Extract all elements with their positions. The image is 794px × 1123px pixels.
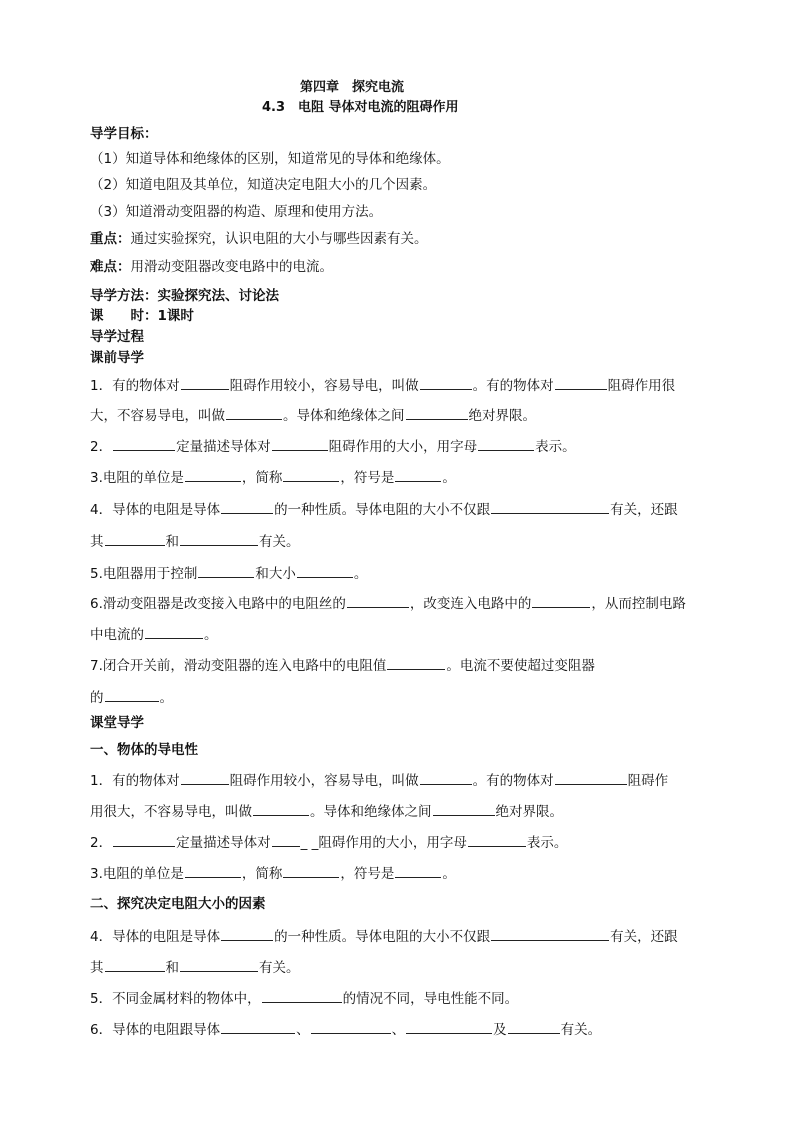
blank[interactable] — [180, 958, 258, 972]
text: 7.闭合开关前，滑动变阻器的连入电路中的电阻值 — [90, 658, 387, 674]
text: ，简称 — [241, 866, 283, 882]
difficulty-text: 用滑动变阻器改变电路中的电流。 — [130, 259, 333, 275]
text: 其 — [90, 534, 104, 550]
text: 。有的物体对 — [472, 378, 554, 394]
blank-mark: _ _ — [300, 835, 319, 851]
goal-item: （3）知道滑动变阻器的构造、原理和使用方法。 — [90, 204, 383, 220]
method-line: 导学方法：实验探究法、讨论法 — [90, 288, 279, 304]
pre-q6-line1 — [90, 594, 686, 613]
blank[interactable] — [508, 1020, 560, 1034]
blank[interactable] — [491, 927, 609, 941]
section-two-heading: 二、探究决定电阻大小的因素 — [90, 896, 266, 912]
text: 其 — [90, 960, 104, 976]
text: 。 — [442, 866, 456, 882]
text: 5．不同金属材料的物体中， — [90, 991, 261, 1007]
text: 阻碍作用的大小，用字母 — [328, 439, 478, 455]
blank[interactable] — [311, 1020, 391, 1034]
text: 。 — [204, 627, 218, 643]
blank[interactable] — [491, 500, 609, 514]
text: 和大小 — [255, 566, 296, 582]
blank[interactable] — [105, 688, 159, 702]
pre-q4-line2 — [90, 532, 300, 551]
class-q3 — [90, 864, 456, 883]
period-line: 课 时：1课时 — [90, 308, 194, 324]
text: 绝对界限。 — [495, 804, 563, 820]
blank[interactable] — [226, 406, 282, 420]
text: 、 — [391, 1022, 406, 1038]
text: 6.滑动变阻器是改变接入电路中的电阻丝的 — [90, 596, 346, 612]
blank[interactable] — [262, 989, 342, 1003]
blank[interactable] — [105, 958, 165, 972]
text: 2． — [90, 835, 113, 851]
text: 。电流不要使超过变阻器 — [446, 658, 595, 674]
goals-heading: 导学目标： — [90, 126, 158, 142]
text: ，符号是 — [340, 470, 395, 486]
class-heading: 课堂导学 — [90, 715, 144, 731]
blank[interactable] — [113, 833, 175, 847]
text: 中电流的 — [90, 627, 144, 643]
blank[interactable] — [145, 625, 203, 639]
pre-q4-line1 — [90, 500, 678, 519]
text: 1．有的物体对 — [90, 773, 180, 789]
goal-item: （2）知道电阻及其单位，知道决定电阻大小的几个因素。 — [90, 177, 437, 193]
pre-q1-line2 — [90, 406, 536, 425]
pre-q5 — [90, 564, 367, 583]
text: 5.电阻器用于控制 — [90, 566, 198, 582]
text: 的情况不同，导电性能不同。 — [342, 991, 519, 1007]
class-q1-line2 — [90, 802, 563, 821]
blank[interactable] — [185, 468, 241, 482]
class-q1-line1 — [90, 771, 668, 790]
class-q5 — [90, 989, 518, 1008]
text: 。 — [353, 566, 368, 582]
blank[interactable] — [180, 532, 258, 546]
text: 阻碍作用较小，容易导电，叫做 — [229, 773, 419, 789]
text: 2． — [90, 439, 113, 455]
text: 阻碍作用很 — [607, 378, 676, 394]
blank[interactable] — [253, 802, 309, 816]
text: 表示。 — [526, 835, 568, 851]
text: 定量描述导体对 — [176, 835, 271, 851]
blank[interactable] — [347, 594, 409, 608]
text: ，简称 — [241, 470, 283, 486]
class-q2 — [90, 833, 567, 852]
blank[interactable] — [395, 864, 441, 878]
text: 和 — [165, 534, 179, 550]
pre-q2 — [90, 437, 576, 456]
text: 1．有的物体对 — [90, 378, 180, 394]
chapter-title: 第四章 探究电流 — [300, 80, 405, 95]
blank[interactable] — [221, 927, 273, 941]
blank[interactable] — [387, 656, 445, 670]
text: 及 — [493, 1022, 507, 1038]
blank[interactable] — [395, 468, 441, 482]
text: ，符号是 — [340, 866, 395, 882]
pre-q7-line1 — [90, 656, 595, 675]
blank[interactable] — [433, 802, 495, 816]
process-heading: 导学过程 — [90, 329, 144, 345]
blank[interactable] — [478, 437, 534, 451]
section-title: 4.3 电阻 导体对电流的阻碍作用 — [262, 100, 459, 115]
text: 大，不容易导电，叫做 — [90, 408, 225, 424]
pre-q7-line2 — [90, 688, 173, 707]
class-q6 — [90, 1020, 601, 1039]
text: 有关，还跟 — [610, 502, 678, 518]
text: 的一种性质。导体电阻的大小不仅跟 — [274, 929, 491, 945]
blank[interactable] — [406, 406, 468, 420]
key-point-text: 通过实验探究，认识电阻的大小与哪些因素有关。 — [130, 231, 428, 247]
class-q4-line1 — [90, 927, 678, 946]
text: 表示。 — [535, 439, 576, 455]
blank[interactable] — [555, 376, 607, 390]
blank[interactable] — [406, 1020, 492, 1034]
blank[interactable] — [221, 1020, 295, 1034]
text: 的 — [90, 690, 104, 706]
blank[interactable] — [113, 437, 175, 451]
text: 用很大，不容易导电，叫做 — [90, 804, 252, 820]
blank[interactable] — [272, 437, 328, 451]
key-point — [90, 230, 428, 248]
difficulty-label: 难点： — [90, 259, 131, 275]
text: 和 — [165, 960, 179, 976]
text: 。 — [159, 690, 173, 706]
blank[interactable] — [198, 564, 254, 578]
blank[interactable] — [181, 771, 229, 785]
text: 阻碍作用的大小，用字母 — [318, 835, 467, 851]
text: 、 — [296, 1022, 310, 1038]
text: 有关，还跟 — [610, 929, 678, 945]
text: 。导体和绝缘体之间 — [310, 804, 432, 820]
blank[interactable] — [283, 864, 339, 878]
text: 绝对界限。 — [468, 408, 536, 424]
text: 4．导体的电阻是导体 — [90, 929, 221, 945]
pre-heading: 课前导学 — [90, 350, 144, 366]
text: 的一种性质。导体电阻的大小不仅跟 — [274, 502, 491, 518]
text: ，改变连入电路中的 — [409, 596, 532, 612]
text: 有关。 — [560, 1022, 602, 1038]
blank[interactable] — [420, 771, 472, 785]
blank[interactable] — [283, 468, 339, 482]
section-one-heading: 一、物体的导电性 — [90, 742, 198, 758]
key-point-label: 重点： — [90, 231, 131, 247]
text: 。 — [442, 470, 456, 486]
blank[interactable] — [181, 376, 229, 390]
blank[interactable] — [272, 833, 300, 847]
class-q4-line2 — [90, 958, 300, 977]
goal-item: （1）知道导体和绝缘体的区别，知道常见的导体和绝缘体。 — [90, 151, 450, 167]
blank[interactable] — [185, 864, 241, 878]
blank[interactable] — [532, 594, 590, 608]
text: 阻碍作 — [627, 773, 669, 789]
text: 3.电阻的单位是 — [90, 866, 184, 882]
text: 。导体和绝缘体之间 — [283, 408, 405, 424]
pre-q6-line2 — [90, 625, 218, 644]
pre-q1-line1 — [90, 376, 675, 395]
difficulty — [90, 258, 333, 276]
text: 。有的物体对 — [472, 773, 554, 789]
blank[interactable] — [420, 376, 472, 390]
text: 有关。 — [259, 960, 300, 976]
text: 4．导体的电阻是导体 — [90, 502, 221, 518]
text: 6．导体的电阻跟导体 — [90, 1022, 221, 1038]
text: 3.电阻的单位是 — [90, 470, 184, 486]
text: ，从而控制电路 — [591, 596, 686, 612]
blank[interactable] — [221, 500, 273, 514]
text: 定量描述导体对 — [176, 439, 271, 455]
text: 有关。 — [259, 534, 300, 550]
blank[interactable] — [555, 771, 627, 785]
blank[interactable] — [105, 532, 165, 546]
blank[interactable] — [297, 564, 353, 578]
blank[interactable] — [468, 833, 526, 847]
text: 阻碍作用较小，容易导电，叫做 — [229, 378, 419, 394]
pre-q3 — [90, 468, 456, 487]
